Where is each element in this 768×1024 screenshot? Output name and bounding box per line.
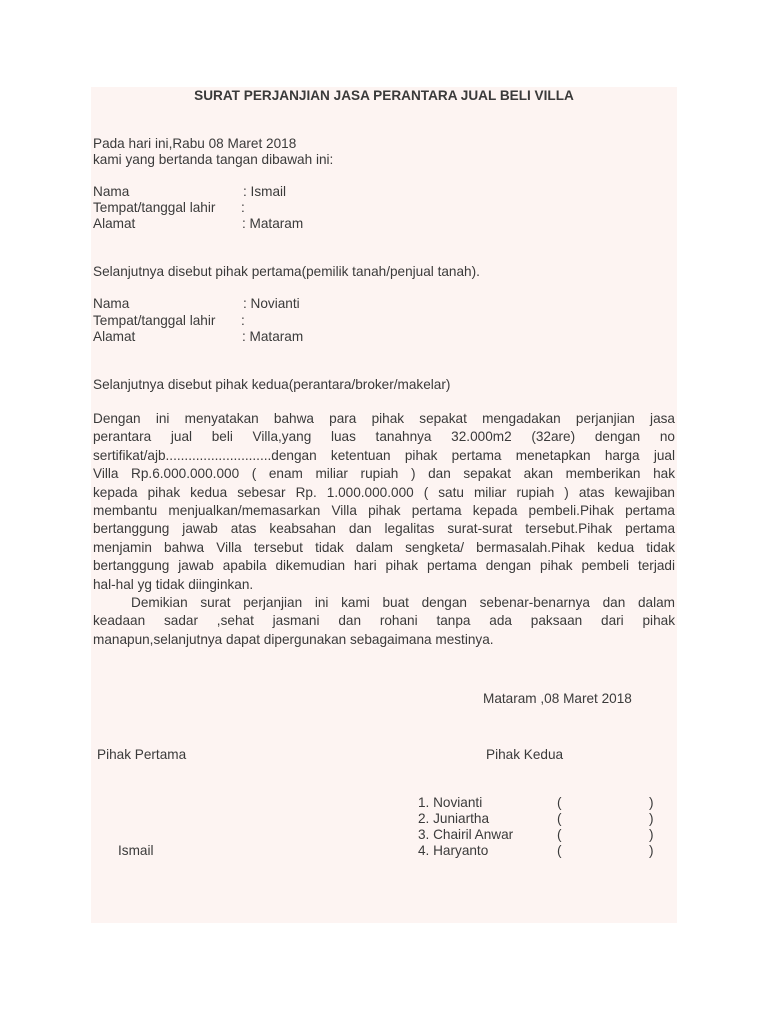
party1-nama-value: : Ismail: [243, 184, 287, 199]
document-title: SURAT PERJANJIAN JASA PERANTARA JUAL BELI VILLA: [194, 88, 574, 103]
party2-ttl-label: Tempat/tanggal lahir: [93, 313, 216, 328]
signatory-name: 1. Novianti: [418, 795, 483, 810]
closing-line: keadaan sadar ,sehat jasmani dan rohani tanpa ada paksaan dari pihak: [93, 613, 675, 629]
party2-designation: Selanjutnya disebut pihak kedua(perantara/broker/makelar): [93, 377, 451, 392]
second-party-label: Pihak Kedua: [486, 747, 564, 762]
party2-nama-value: : Novianti: [243, 296, 300, 311]
party1-nama-label: Nama: [93, 184, 130, 199]
body-line: perantara jual beli Villa,yang luas tanahnya 32.000m2 (32are) dengan no: [93, 429, 675, 445]
party2-nama-label: Nama: [93, 296, 130, 311]
opening-date-line: Pada hari ini,Rabu 08 Maret 2018: [93, 136, 297, 151]
body-line: menjamin bahwa Villa tersebut tidak dalam sengketa/ bermasalah.Pihak kedua tidak: [93, 539, 675, 555]
closing-line: manapun,selanjutnya dapat dipergunakan sebagaimana mestinya.: [93, 631, 494, 647]
opening-intro-line: kami yang bertanda tangan dibawah ini:: [93, 152, 334, 167]
first-party-name: Ismail: [118, 843, 154, 858]
document-page: [91, 87, 677, 923]
body-line: Dengan ini menyatakan bahwa para pihak sepakat mengadakan perjanjian jasa: [93, 411, 675, 426]
first-party-label: Pihak Pertama: [97, 747, 187, 762]
signature-close-paren: ): [649, 827, 654, 842]
party2-ttl-value: :: [241, 313, 245, 328]
body-line: bertanggung jawab apabila dikemudian hari pihak pertama dengan pihak pembeli terjadi: [93, 558, 675, 574]
signature-close-paren: ): [649, 811, 654, 826]
closing-line: Demikian surat perjanjian ini kami buat dengan sebenar-benarnya dan dalam: [131, 595, 675, 610]
party1-alamat-value: : Mataram: [242, 216, 304, 231]
body-line: kepada pihak kedua sebesar Rp. 1.000.000.000 ( satu miliar rupiah ) atas kewajiban: [93, 484, 675, 500]
signature-close-paren: ): [649, 843, 654, 858]
party1-ttl-value: :: [241, 200, 245, 215]
signature-open-paren: (: [557, 811, 562, 826]
party1-ttl-label: Tempat/tanggal lahir: [93, 200, 216, 215]
signature-open-paren: (: [557, 827, 562, 842]
body-line: bertanggung jawab atas keabsahan dan legalitas surat-surat tersebut.Pihak pertama: [93, 521, 675, 537]
body-line: Villa Rp.6.000.000.000 ( enam miliar rupiah ) dan sepakat akan memberikan hak: [93, 466, 675, 482]
body-line: sertifikat/ajb............................dengan ketentuan pihak pertama menetapkan harga jual: [93, 447, 675, 463]
agreement-body-paragraph: [93, 410, 675, 594]
signatory-name: 3. Chairil Anwar: [418, 827, 514, 842]
body-line: hal-hal yg tidak diinginkan.: [93, 576, 254, 592]
signature-close-paren: ): [649, 795, 654, 810]
party1-designation: Selanjutnya disebut pihak pertama(pemilik tanah/penjual tanah).: [93, 264, 480, 279]
party2-alamat-label: Alamat: [93, 329, 136, 344]
signature-open-paren: (: [557, 795, 562, 810]
signature-open-paren: (: [557, 843, 562, 858]
signatory-name: 2. Juniartha: [418, 811, 490, 826]
body-line: membantu menjualkan/memasarkan Villa pihak pertama kepada pembeli.Pihak pertama: [93, 503, 675, 519]
closing-paragraph: [93, 594, 675, 649]
party2-alamat-value: : Mataram: [242, 329, 304, 344]
party1-alamat-label: Alamat: [93, 216, 136, 231]
place-date: Mataram ,08 Maret 2018: [483, 691, 632, 706]
signatory-name: 4. Haryanto: [418, 843, 489, 858]
